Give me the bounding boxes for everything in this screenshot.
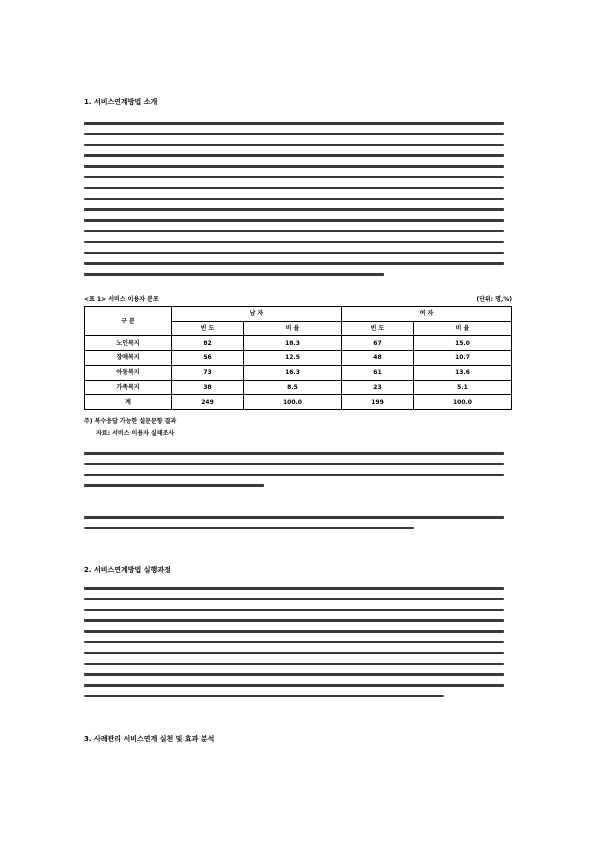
table-total-row (85, 395, 512, 410)
table-source: 자료: 서비스 이용자 실태조사 (96, 430, 175, 437)
header-group-1: 남 자 (172, 307, 342, 322)
subheader-cell: 비 율 (244, 321, 342, 336)
row-label: 가족복지 (85, 380, 172, 395)
table-cell: 12.5 (244, 351, 342, 366)
table-cell: 18.3 (244, 336, 342, 351)
table-cell: 249 (172, 395, 244, 410)
table-cell: 13.6 (413, 365, 511, 380)
header-category: 구 분 (85, 307, 172, 336)
section-heading-3: 3. 사례관리 서비스연계 실천 및 효과 분석 (84, 735, 215, 743)
table-cell: 23 (341, 380, 413, 395)
table-cell: 16.3 (244, 365, 342, 380)
table-cell: 73 (172, 365, 244, 380)
table-cell: 8.5 (244, 380, 342, 395)
table-caption: <표 1> 서비스 이용자 분포 (84, 296, 159, 303)
table-unit: (단위: 명,%) (476, 296, 512, 303)
paragraph-2 (84, 452, 504, 495)
table-cell: 100.0 (413, 395, 511, 410)
row-label: 장애복지 (85, 351, 172, 366)
subheader-cell: 빈 도 (341, 321, 413, 336)
table-cell: 38 (172, 380, 244, 395)
subheader-cell: 비 율 (413, 321, 511, 336)
subheader-cell: 빈 도 (172, 321, 244, 336)
paragraph-3 (84, 516, 504, 538)
table-row (85, 365, 512, 380)
paragraph-4 (84, 587, 504, 706)
table-row (85, 380, 512, 395)
table-header-row (85, 307, 512, 322)
table-note: 주) 복수응답 가능한 설문문항 결과 (84, 418, 177, 425)
section-heading-1: 1. 서비스연계방법 소개 (84, 98, 158, 106)
row-label: 계 (85, 395, 172, 410)
statistics-table (84, 306, 512, 410)
table-row (85, 336, 512, 351)
table-cell: 100.0 (244, 395, 342, 410)
table-cell: 10.7 (413, 351, 511, 366)
row-label: 아동복지 (85, 365, 172, 380)
table-cell: 56 (172, 351, 244, 366)
table-row (85, 351, 512, 366)
row-label: 노인복지 (85, 336, 172, 351)
paragraph-1 (84, 122, 504, 284)
section-heading-2: 2. 서비스연계방법 실행과정 (84, 566, 171, 574)
table-cell: 199 (341, 395, 413, 410)
table-cell: 67 (341, 336, 413, 351)
table-cell: 61 (341, 365, 413, 380)
header-group-2: 여 자 (341, 307, 511, 322)
table-cell: 15.0 (413, 336, 511, 351)
table-cell: 5.1 (413, 380, 511, 395)
table-cell: 48 (341, 351, 413, 366)
table-cell: 82 (172, 336, 244, 351)
